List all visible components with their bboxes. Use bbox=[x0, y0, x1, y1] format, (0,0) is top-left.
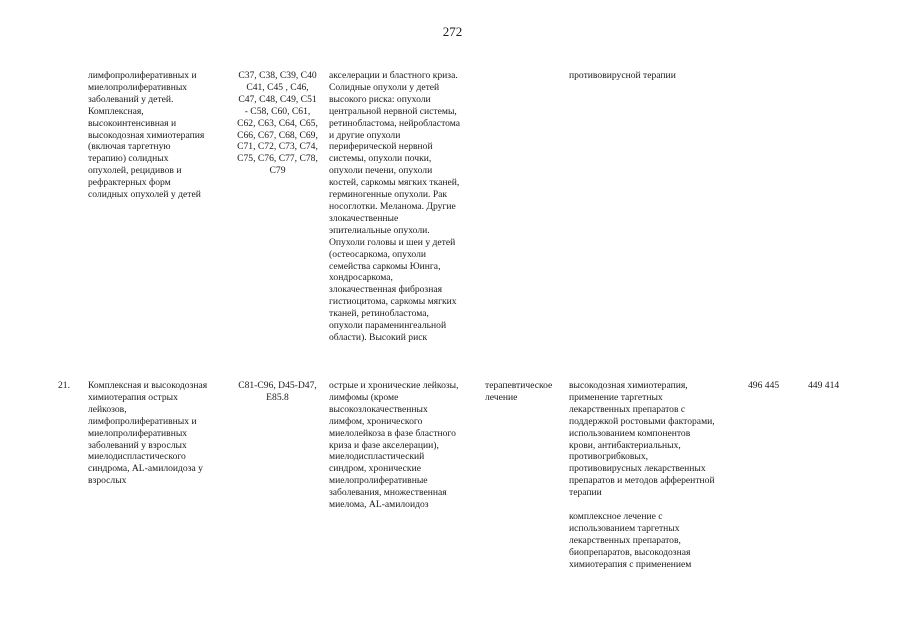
procedure-name: Комплексная и высокодозная химиотерапия острых лейкозов, лимфопролиферативных и миелопролиферативных заболеваний у взрослых миелодиспластического синдрома, AL-амилоидоза у взрослых bbox=[88, 380, 208, 487]
icd-codes: C81-C96, D45-D47, E85.8 bbox=[238, 380, 317, 403]
page-number: 272 bbox=[442, 24, 463, 39]
treatment-method: высокодозная химиотерапия, применение таргетных лекарственных препаратов с поддержкой ростовыми факторами, использованием компонентов крови, антибактериальных, противогрибковых, противовирусных лекарственных препаратов и методов афферентной терапии комплексное лечение с использованием таргетных лекарственных препаратов, биопрепаратов, высокодозная химиотерапия с применением bbox=[569, 380, 715, 570]
patient-model: острые и хронические лейкозы, лимфомы (кроме высокозлокачественных лимфом, хронического миелолейкоза в фазе бластного криза и фазе акселерации), миелодиспластический синдром, хронические миелопролиферативные заболевания, множественная миелома, AL-амилоидоз bbox=[329, 380, 459, 511]
procedure-name: лимфопролиферативных и миелопролиферативных заболеваний у детей. Комплексная, высокоинтенсивная и высокодозная химиотерапия (включая таргетную терапию) солидных опухолей, рецидивов и рефрактерных форм солидных опухолей у детей bbox=[88, 70, 205, 201]
cost-value-2: 449 414 bbox=[808, 380, 840, 391]
treatment-type: терапевтическое лечение bbox=[485, 380, 553, 403]
row-number: 21. bbox=[58, 380, 70, 391]
treatment-method: противовирусной терапии bbox=[569, 70, 676, 81]
patient-model: акселерации и бластного криза. Солидные опухоли у детей высокого риска: опухоли центральной нервной системы, ретинобластома, нейробластома и другие опухоли периферической нервной системы, опухоли почки, опухоли печени, опухоли костей, саркомы мягких тканей, герминогенные опухоли. Рак носоглотки. Меланома. Другие злокачественные эпителиальные опухоли. Опухоли головы и шеи у детей (остеосаркома, опухоли семейства саркомы Юинга, хондросаркома, злокачественная фиброзная гистиоцитома, саркомы мягких тканей, ретинобластома, опухоли параменингеальной области). Высокий риск bbox=[329, 70, 461, 343]
cost-value-1: 496 445 bbox=[748, 380, 780, 391]
icd-codes: C37, C38, C39, C40 C41, C45 , C46, C47, C48, C49, C51 - C58, C60, C61, C62, C63, C64, C65, C66, C67, C68, C69, C71, C72, C73, C74, C75, C76, C77, C78, C79 bbox=[237, 70, 318, 177]
